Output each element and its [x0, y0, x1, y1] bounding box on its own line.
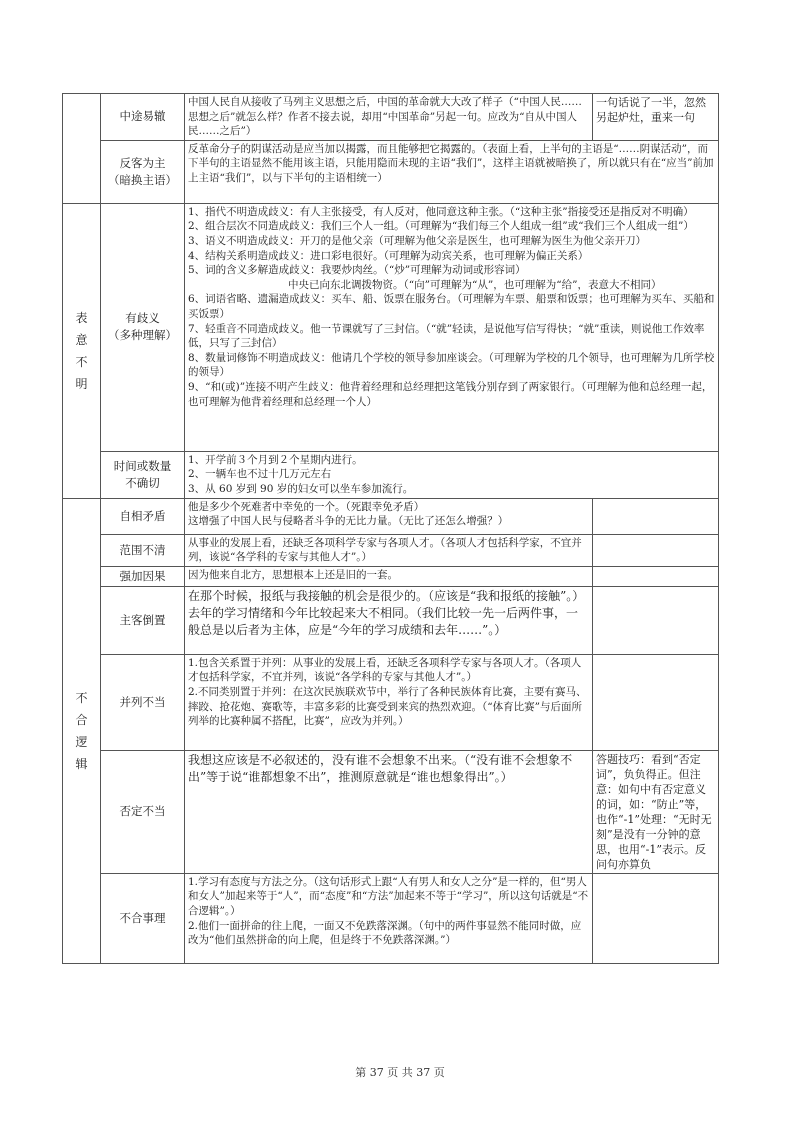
- table-row: [63, 140, 719, 203]
- example-cell: 因为他来自北方，思想根本上还是旧的一套。: [185, 566, 593, 586]
- example-cell: 他是多少个死难者中幸免的一个。（死跟幸免矛盾） 这增强了中国人民与侵略者斗争的无比力量。（无比了还怎么增强？）: [185, 498, 593, 534]
- note-cell: [593, 566, 719, 586]
- category-cell: 范围不清: [101, 534, 185, 566]
- list-item: 8、数量词修饰不明造成歧义：他请几个学校的领导参加座谈会。（可理解为学校的几个领导，也可理解为几所学校的领导）: [188, 351, 715, 379]
- example-cell: 从事业的发展上看，还缺乏各项科学专家与各项人才。（各项人才包括科学家，不宜并列，该说“各学科的专家与其他人才”。）: [185, 534, 593, 566]
- list-item: 中央已向东北调拨物资。（“向”可理解为“从”，也可理解为“给”，表意大不相同）: [288, 278, 662, 291]
- note-cell: [593, 534, 719, 566]
- category-cell: 并列不当: [101, 654, 185, 750]
- note-cell: [593, 586, 719, 654]
- example-cell: 我想这应该是不必叙述的，没有谁不会想象不出来。（“没有谁不会想象不出”等于说“谁都想象不出”，推测原意就是“谁也想象得出”。）: [185, 750, 593, 873]
- table-row: [63, 451, 719, 498]
- list-item: 1、开学前３个月到２个星期内进行。: [188, 453, 363, 466]
- page-footer: 第 37 页 共 37 页: [355, 1066, 445, 1079]
- table-row: [63, 750, 719, 873]
- note-cell: 答题技巧：看到“否定词”，负负得正。但注意：如句中有否定意义的词，如：“防止”等，也作“-1”处理：“无时无刻”是没有一分钟的意思，也用“-1”表示。反问句亦算负: [593, 750, 719, 873]
- list-item: 4、结构关系明造成歧义：进口彩电很好。（可理解为动宾关系，也可理解为偏正关系）: [188, 249, 589, 262]
- category-cell: 主客倒置: [101, 586, 185, 654]
- category-cell: 中途易辙: [101, 94, 185, 141]
- category-cell: 强加因果: [101, 566, 185, 586]
- note-cell: [593, 873, 719, 963]
- table-row: [63, 586, 719, 654]
- list-item: 9、“和(或)”连接不明产生歧义：他背着经理和总经理把这笔钱分别存到了两家银行。（可理解为他和总经理一起，也可理解为他背着经理和总经理一个人）: [188, 380, 713, 408]
- note-cell: [593, 498, 719, 534]
- list-item: 2、组合层次不同造成歧义：我们三个人一组。（可理解为“我们每三个人组成一组”或“我们三个人组成一组”）: [188, 220, 694, 233]
- category-cell: 不合事理: [101, 873, 185, 963]
- category-cell: 否定不当: [101, 750, 185, 873]
- list-item: 3、从 60 岁到 90 岁的妇女可以坐车参加流行。: [188, 482, 414, 495]
- note-cell: 一句话说了一半，忽然另起炉灶，重来一句: [593, 94, 719, 141]
- category-cell: 自相矛盾: [101, 498, 185, 534]
- list-item: 5、词的含义多解造成歧义：我要炒肉丝。（“炒”可理解为动词或形容词）: [188, 264, 526, 277]
- document-page: [62, 93, 718, 964]
- grammar-errors-table: [62, 93, 719, 964]
- table-row: [63, 654, 719, 750]
- example-cell: 在那个时候，报纸与我接触的机会是很少的。（应该是“我和报纸的接触”。） 去年的学习情绪和今年比较起来大不相同。（我们比较一先一后两件事，一般总是以后者为主体，应是“今年的学习成绩和去年……”。）: [185, 586, 593, 654]
- example-cell: [185, 451, 719, 498]
- list-item: 6、词语省略、遗漏造成歧义：买车、船、饭票在服务台。（可理解为车票、船票和饭票；也可理解为买车、买船和买饭票）: [188, 293, 715, 320]
- note-cell: [593, 654, 719, 750]
- category-cell: 反客为主 （暗换主语）: [101, 140, 185, 203]
- list-item: 3、语义不明造成歧义：开刀的是他父亲（可理解为他父亲是医生，也可理解为医生为他父亲开刀）: [188, 234, 647, 247]
- table-row: [63, 566, 719, 586]
- table-row: [63, 94, 719, 141]
- example-cell: 中国人民自从接收了马列主义思想之后，中国的革命就大大改了样子（“中国人民……思想之后”就怎么样？作者不接去说，却用“中国革命”另起一句。应改为“自从中国人民……之后”）: [185, 94, 593, 141]
- table-row: [63, 873, 719, 963]
- table-row: [63, 498, 719, 534]
- group-label-cell: 不 合 逻 辑: [63, 498, 101, 963]
- blank-group-cell: [63, 94, 101, 204]
- group-label-cell: 表 意 不 明: [63, 203, 101, 498]
- example-cell: 1.包含关系置于并列：从事业的发展上看，还缺乏各项科学专家与各项人才。（各项人才包括科学家，不宜并列，该说“各学科的专家与其他人才”。） 2.不同类别置于并列：在这次民族联欢节中，举行了各种民族体育比赛，主要有赛马、摔跤、抢花炮、赛歌等，丰富多彩的比赛受到来宾的热烈欢迎。（“体育比赛”与后面所列举的比赛种属不搭配，比赛”，应改为并列。）: [185, 654, 593, 750]
- example-cell: 1.学习有态度与方法之分。（这句话形式上跟“人有男人和女人之分”是一样的，但“男人和女人”加起来等于“人”，而“态度”和“方法”加起来不等于“学习”，所以这句话就是“不合逻辑”。） 2.他们一面拼命的往上爬，一面又不免跌落深渊。（句中的两件事显然不能同时做，应改为“他们虽然拼命的向上爬，但是终于不免跌落深渊。”）: [185, 873, 593, 963]
- example-cell: 反革命分子的阴谋活动是应当加以揭露，而且能够把它揭露的。（表面上看，上半句的主语是“……阴谋活动”，而下半句的主语显然不能用该主语，只能用隐而未现的主语“我们”，这样主语就被暗换了，所以就只有在“应当”前加上主语“我们”，以与下半句的主语相统一）: [185, 140, 719, 203]
- example-cell: [185, 203, 719, 451]
- category-cell: 有歧义 （多种理解）: [101, 203, 185, 451]
- table-row: [63, 203, 719, 451]
- list-item: 7、轻重音不同造成歧义。他一节课就写了三封信。（“就”轻读，是说他写信写得快；“就”重读，则说他工作效率低，只写了三封信）: [188, 322, 705, 350]
- list-item: 1、指代不明造成歧义：有人主张接受，有人反对，他同意这种主张。（“这种主张”指接受还是指反对不明确）: [188, 205, 694, 218]
- table-row: [63, 534, 719, 566]
- list-item: 2、一辆车也不过十几万元左右: [188, 468, 332, 481]
- category-cell: 时间或数量 不确切: [101, 451, 185, 498]
